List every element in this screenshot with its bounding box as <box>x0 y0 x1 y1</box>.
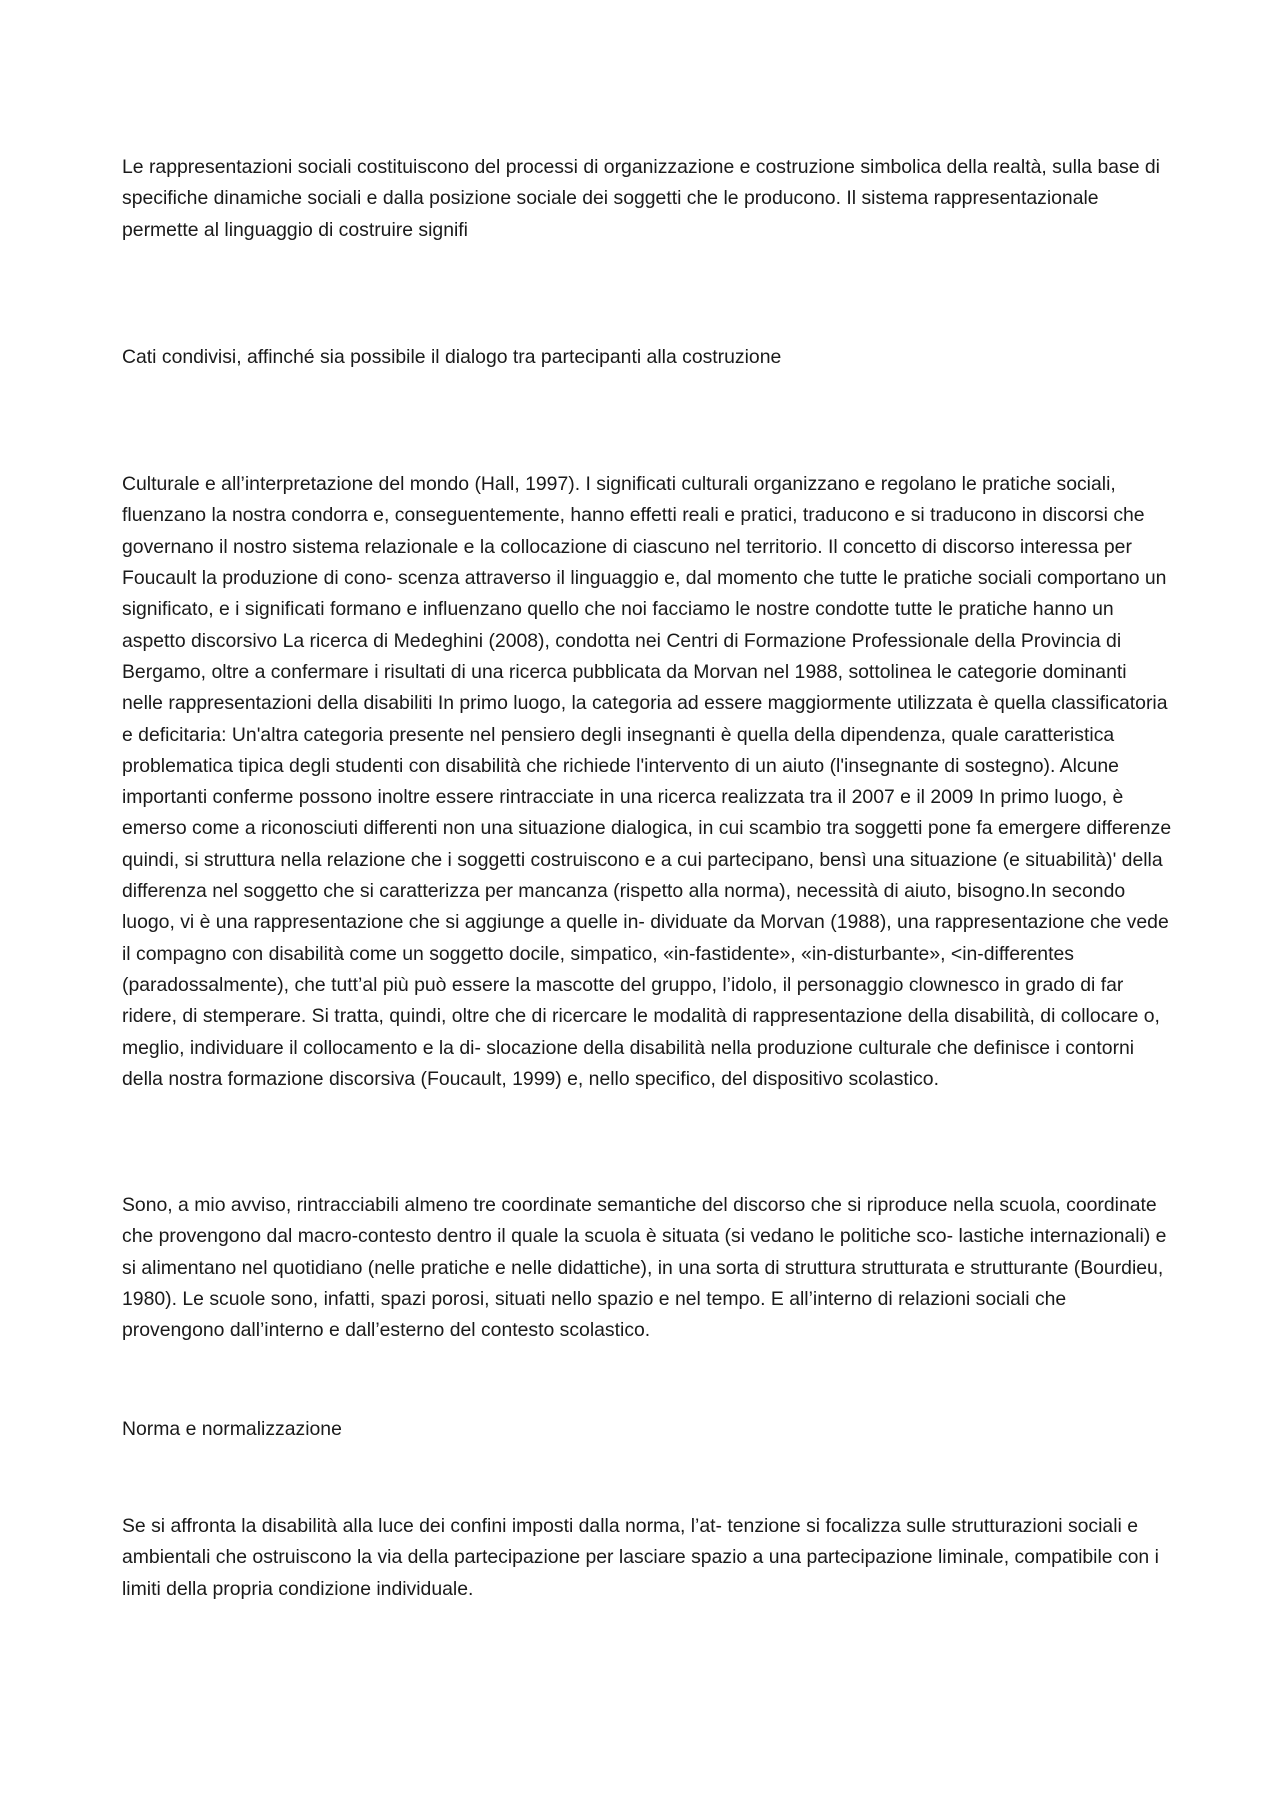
paragraph-main: Culturale e all’interpretazione del mondo (Hall, 1997). I significati culturali organizzano e regolano le pratiche sociali, fluenzano la nostra condorra e, conseguentemente, hanno effetti reali e pratici, traducono e si traducono in discorsi che governano il nostro sistema relazionale e la collocazione di ciascuno nel territorio. Il concetto di discorso interessa per Foucault la produzione di cono- scenza attraverso il linguaggio e, dal momento che tutte le pratiche sociali comportano un significato, e i significati formano e influenzano quello che noi facciamo le nostre condotte tutte le pratiche hanno un aspetto discorsivo La ricerca di Medeghini (2008), condotta nei Centri di Formazione Professionale della Provincia di Bergamo, oltre a confermare i risultati di una ricerca pubblicata da Morvan nel 1988, sottolinea le categorie dominanti nelle rappresentazioni della disabiliti In primo luogo, la categoria ad essere maggiormente utilizzata è quella classificatoria e deficitaria: Un'altra categoria presente nel pensiero degli insegnanti è quella della dipendenza, quale caratteristica problematica tipica degli studenti con disabilità che richiede l'intervento di un aiuto (l'insegnante di sostegno). Alcune importanti conferme possono inoltre essere rintracciate in una ricerca realizzata tra il 2007 e il 2009 In primo luogo, è emerso come a riconosciuti differenti non una situazione dialogica, in cui scambio tra soggetti pone fa emergere differenze quindi, si struttura nella relazione che i soggetti costruiscono e a cui partecipano, bensì una situazione (e situabilità)' della differenza nel soggetto che si caratterizza per mancanza (rispetto alla norma), necessità di aiuto, bisogno.In secondo luogo, vi è una rappresentazione che si aggiunge a quelle in- dividuate da Morvan (1988), una rappresentazione che vede il compagno con disabilità come un soggetto docile, simpatico, «in-fastidente», «in-disturbante», <in-differentes (paradossalmente), che tutt’al più può essere la mascotte del gruppo, l’idolo, il personaggio clownesco in grado di far ridere, di stemperare. Si tratta, quindi, oltre che di ricercare le modalità di rappresentazione della disabilità, di collocare o, meglio, individuare il collocamento e la di- slocazione della disabilità nella produzione culturale che definisce i contorni della nostra formazione discorsiva (Foucault, 1999) e, nello specifico, del dispositivo scolastico. <box>122 473 1172 1090</box>
paragraph-spacer <box>122 1095 1172 1190</box>
paragraph-intro: Le rappresentazioni sociali costituiscono del processi di organizzazione e costruzione simbolica della realtà, sulla base di specifiche dinamiche sociali e dalla posizione sociale dei soggetti che le producono. Il sistema rappresentazionale permette al linguaggio di costruire signifi <box>122 156 1160 241</box>
paragraph-spacer <box>122 246 1172 342</box>
paragraph-continuation: Cati condivisi, affinché sia possibile il dialogo tra partecipanti alla costruzione <box>122 345 782 368</box>
paragraph-spacer <box>122 1347 1172 1414</box>
paragraph-spacer <box>122 1445 1172 1511</box>
paragraph-coordinates: Sono, a mio avviso, rintracciabili almeno tre coordinate semantiche del discorso che si riproduce nella scuola, coordinate che provengono dal macro-contesto dentro il quale la scuola è situata (si vedano le politiche sco- lastiche internazionali) e si alimentano nel quotidiano (nelle pratiche e nelle didattiche), in una sorta di struttura strutturata e strutturante (Bourdieu, 1980). Le scuole sono, infatti, spazi porosi, situati nello spazio e nel tempo. E all’interno di relazioni sociali che provengono dall’interno e dall’esterno del contesto scolastico. <box>122 1194 1167 1342</box>
document-body <box>122 152 1172 1605</box>
paragraph-norm: Se si affronta la disabilità alla luce dei confini imposti dalla norma, l’at- tenzione si focalizza sulle strutturazioni sociali e ambientali che ostruiscono la via della partecipazione per lasciare spazio a una partecipazione liminale, compatibile con i limiti della propria condizione individuale. <box>122 1514 1159 1600</box>
section-heading: Norma e normalizzazione <box>122 1417 342 1440</box>
paragraph-spacer <box>122 373 1172 469</box>
